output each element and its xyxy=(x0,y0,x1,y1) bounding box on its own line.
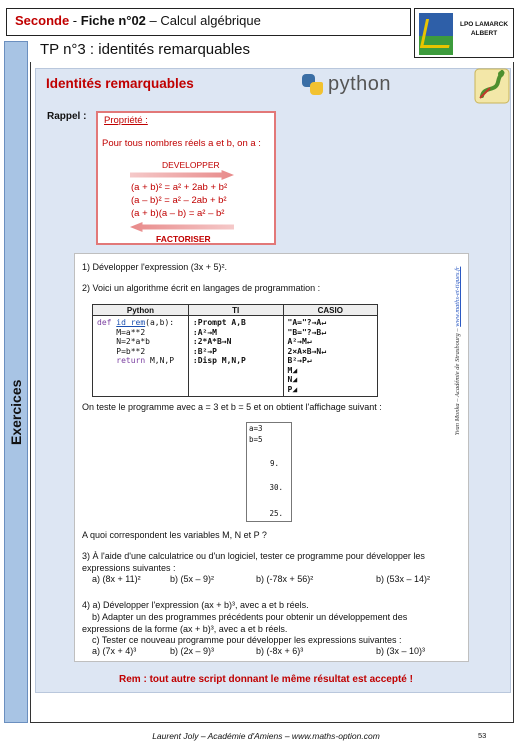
question-4-line: expressions de la forme (ax + b)³, avec a et b réels. xyxy=(82,624,288,634)
code-line: "B="?→B↵ xyxy=(287,327,327,337)
q3-expression: b) (53x – 14)² xyxy=(376,574,431,584)
identity-line: (a + b)(a – b) = a² – b² xyxy=(131,208,225,219)
python-label: python xyxy=(328,73,392,95)
develop-label: DEVELOPPER xyxy=(162,160,220,170)
panel-title: Identités remarquables xyxy=(46,76,194,91)
code-line: :Disp M,N,P xyxy=(192,356,246,365)
question-4-line: c) Tester ce nouveau programme pour développer les expressions suivantes : xyxy=(92,635,402,645)
code-line: M◢ xyxy=(287,365,298,375)
code-line: N◢ xyxy=(287,375,298,384)
table-header: CASIO xyxy=(283,305,378,316)
property-title: Propriété : xyxy=(104,115,148,126)
page-number: 53 xyxy=(478,731,487,740)
code-line: :B²→P xyxy=(192,346,217,356)
header-level: Seconde xyxy=(15,13,70,28)
casio-code-cell xyxy=(283,316,378,397)
python-code-cell: def id_rem(a,b): M=a**2 N=2*a*b P=b**2 return M,N,P xyxy=(93,316,189,397)
code-line: 2×A×B→N↵ xyxy=(287,346,327,356)
school-name: LPO LAMARCK ALBERT xyxy=(459,21,509,37)
exercises-sidebar xyxy=(4,41,28,723)
variables-question: A quoi correspondent les variables M, N et P ? xyxy=(82,530,267,540)
question-3-line: expressions suivantes : xyxy=(82,563,176,573)
screen-value: 30. xyxy=(269,483,283,492)
q4-expression: b) (2x – 9)³ xyxy=(170,646,215,656)
code-line: B²→P↵ xyxy=(287,356,312,365)
screen-line: b=5 xyxy=(249,435,263,444)
header-dash: – xyxy=(145,13,161,28)
q4-expression: a) (7x + 4)³ xyxy=(92,646,137,656)
code-line: :2*A*B→N xyxy=(192,337,232,346)
table-header: TI xyxy=(188,305,283,316)
code-line: "A="?→A↵ xyxy=(287,318,327,327)
code-line: :A²→M xyxy=(192,327,217,337)
code-line: P=b**2 xyxy=(97,346,146,356)
question-3-line: 3) À l'aide d'une calculatrice ou d'un logiciel, tester ce programme pour développer les xyxy=(82,551,425,561)
question-4-line: b) Adapter un des programmes précédents pour obtenir un développement des xyxy=(92,612,408,622)
table-header: Python xyxy=(93,305,189,316)
question-2: 2) Voici un algorithme écrit en langages de programmation : xyxy=(82,283,321,293)
identity-line: (a + b)² = a² + 2ab + b² xyxy=(131,182,228,193)
rappel-label: Rappel : xyxy=(47,111,87,122)
program-table xyxy=(92,304,378,397)
test-description: On teste le programme avec a = 3 et b = 5 et on obtient l'affichage suivant : xyxy=(82,402,382,412)
header-subject: Calcul algébrique xyxy=(160,13,261,28)
calculator-screen xyxy=(246,422,292,522)
school-logo xyxy=(414,8,514,58)
sidebar-label: Exercices xyxy=(8,379,24,445)
code-line: :Prompt A,B xyxy=(192,318,246,327)
screen-value: 9. xyxy=(269,459,279,468)
header-fiche: Fiche n°02 xyxy=(80,13,146,28)
python-logo-icon xyxy=(302,74,324,96)
question-4-line: 4) a) Développer l'expression (ax + b)³, avec a et b réels. xyxy=(82,600,309,610)
header-separator: - xyxy=(69,13,81,28)
screen-line: a=3 xyxy=(249,424,263,433)
snake-mascot-icon xyxy=(474,68,510,104)
q3-expression: b) (5x – 9)² xyxy=(170,574,215,584)
identity-line: (a – b)² = a² – 2ab + b² xyxy=(131,195,227,206)
code-line: P◢ xyxy=(287,384,298,394)
property-text: Pour tous nombres réels a et b, on a : xyxy=(102,138,261,149)
page-title: TP n°3 : identités remarquables xyxy=(40,41,250,58)
source-link[interactable]: www.maths-et-tiques.fr xyxy=(454,266,461,327)
source-credit: Yvan Monka – Académie de Strasbourg – www.maths-et-tiques.fr xyxy=(454,266,461,436)
header-bar xyxy=(6,8,411,36)
code-line: A²→M↵ xyxy=(287,337,312,346)
remark: Rem : tout autre script donnant le même résultat est accepté ! xyxy=(119,674,413,685)
factor-label: FACTORISER xyxy=(156,234,211,244)
question-1: 1) Développer l'expression (3x + 5)². xyxy=(82,262,228,272)
q4-expression: b) (3x – 10)³ xyxy=(376,646,426,656)
school-emblem-icon xyxy=(419,13,453,55)
screen-value: 25. xyxy=(269,509,283,518)
q4-expression: b) (-8x + 6)³ xyxy=(256,646,304,656)
q3-expression: a) (8x + 11)² xyxy=(92,574,141,584)
footer-credit: Laurent Joly – Académie d'Amiens – www.maths-option.com xyxy=(152,731,380,741)
ti-code-cell xyxy=(188,316,283,397)
code-line: N=2*a*b xyxy=(97,337,150,346)
q3-expression: b) (-78x + 56)² xyxy=(256,574,314,584)
code-line: M=a**2 xyxy=(97,327,146,337)
